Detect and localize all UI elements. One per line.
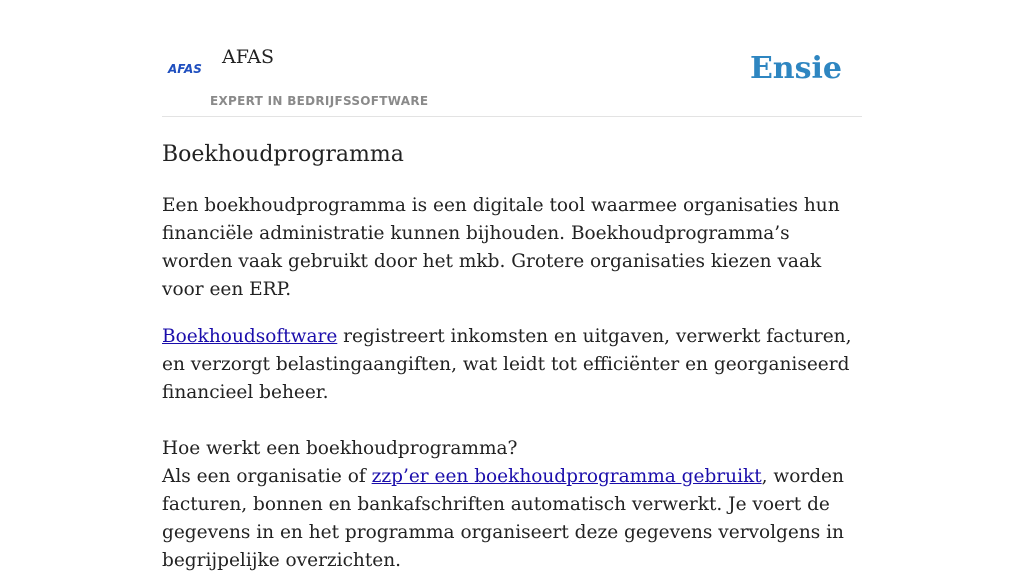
how-it-works-text-before: Als een organisatie of [162,466,372,487]
afas-logo[interactable]: AFAS [168,62,202,76]
article-title: Boekhoudprogramma [162,142,404,167]
article [162,140,862,575]
how-it-works-text-after: , worden facturen, bonnen en bankafschriften automatisch verwerkt. Je voert de gegevens in en het programma organiseert deze gegevens vervolgens in begrijpelijke overzichten. [162,466,844,571]
header [162,40,862,117]
intro-paragraph: Een boekhoudprogramma is een digitale tool waarmee organisaties hun financiële administratie kunnen bijhouden. Boekhoudprogramma’s worden vaak gebruikt door het mkb. Grotere organisaties kiezen vaak voor een ERP. [162,195,840,300]
org-tagline: EXPERT IN BEDRIJFSSOFTWARE [210,94,429,108]
software-paragraph [162,323,862,407]
section-question: Hoe werkt een boekhoudprogramma? [162,438,518,459]
zzp-link[interactable]: zzp’er een boekhoudprogramma gebruikt [371,466,762,487]
org-name[interactable]: AFAS [222,46,274,68]
software-paragraph-text: registreert inkomsten en uitgaven, verwerkt facturen, en verzorgt belastingaangiften, wat leidt tot efficiënter en georganiseerd financieel beheer. [162,326,852,403]
boekhoudsoftware-link[interactable]: Boekhoudsoftware [162,326,338,347]
how-it-works-paragraph [162,463,862,575]
ensie-brand-logo[interactable]: Ensie [749,51,842,86]
